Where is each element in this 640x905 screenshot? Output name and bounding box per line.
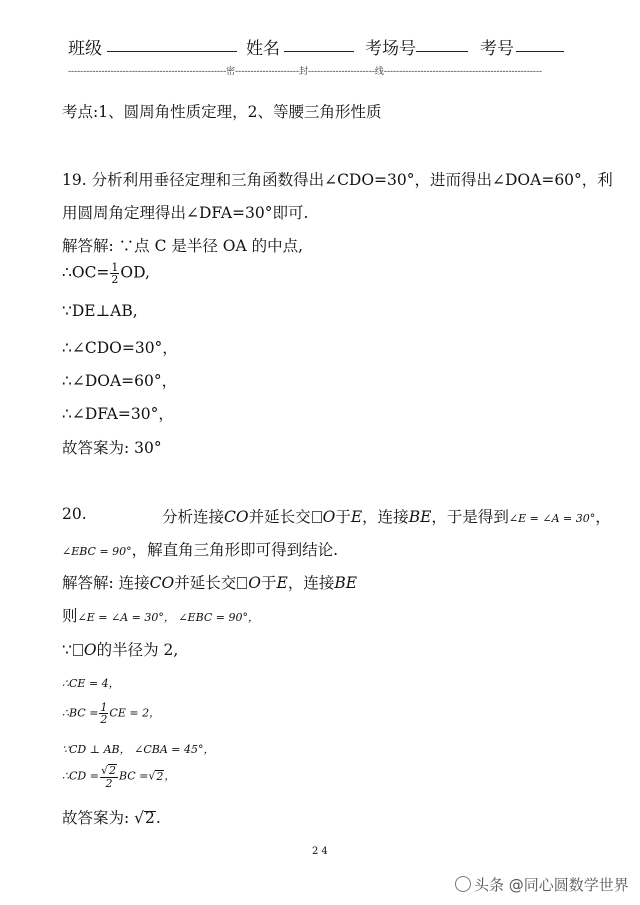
- q20-angles: ∠E = ∠A = 30°， ∠EBC = 90°，: [77, 611, 259, 624]
- q20-ebc: ∠EBC = 90°: [62, 545, 132, 558]
- q19-half-den: 2: [111, 273, 119, 286]
- q20-answer-d: ，连接: [287, 574, 335, 592]
- q20-final-b: .: [155, 809, 161, 827]
- q20-angle-eq: ∠E = ∠A = 30°: [508, 512, 596, 525]
- q19-analysis-line1: 19. 分析利用垂径定理和三角函数得出∠CDO=30°，进而得出∠DOA=60°，利: [62, 171, 613, 189]
- key-points: 考点:1、圆周角性质定理，2、等腰三角形性质: [62, 103, 382, 121]
- q19-step3: ∴∠CDO=30°，: [62, 339, 178, 357]
- q20-answer-a: 解答解: 连接: [62, 574, 150, 592]
- q20-analysis-line2: [62, 538, 338, 560]
- room-underline: [416, 51, 468, 52]
- q20-final-root: 2: [145, 809, 155, 827]
- q20-text-d: ，连接: [362, 508, 409, 526]
- q19-step2: ∵DE⊥AB,: [62, 302, 138, 320]
- q19-half-fraction: [110, 262, 119, 285]
- q20-e: E: [350, 508, 363, 526]
- q20-cd-num-root: 2: [108, 764, 116, 777]
- q19-step4: ∴∠DOA=60°，: [62, 372, 178, 390]
- q20-text-e: ，于是得到: [431, 508, 509, 526]
- q19-analysis-line2: 用圆周角定理得出∠DFA=30°即可.: [62, 204, 309, 222]
- q20-o: O: [322, 508, 336, 526]
- q20-ce: ∴CE = 4，: [62, 677, 120, 690]
- circle-symbol-icon: [312, 511, 322, 523]
- q20-radius-o: O: [83, 641, 97, 659]
- room-label: 考场号: [365, 39, 416, 59]
- q19-final: 故答案为: 30°: [62, 439, 162, 457]
- q20-comma: ，: [595, 508, 611, 526]
- name-label: 姓名: [246, 39, 280, 59]
- q20-bc-num: 1: [100, 701, 108, 714]
- q20-radius-text: 的半径为 2,: [96, 641, 179, 659]
- q20-then: 则: [62, 607, 78, 625]
- q20-final-a: 故答案为:: [62, 809, 135, 827]
- q20-text-f: ，解直角三角形即可得到结论.: [131, 541, 339, 559]
- page-number: 24: [312, 846, 331, 857]
- q19-step5: ∴∠DFA=30°，: [62, 405, 174, 423]
- q20-cd-mid: BC =: [118, 769, 149, 783]
- q20-radius-line: [62, 638, 178, 660]
- q19-oc-suffix: OD,: [120, 263, 150, 282]
- q19-answer-intro: 解答解: ∵点 C 是半径 OA 的中点,: [62, 237, 304, 255]
- q20-bc-prefix: ∴BC =: [62, 706, 99, 720]
- q20-answer-co: CO: [149, 574, 175, 592]
- watermark-text: 头条 @同心圆数学世界: [474, 876, 629, 894]
- q20-number: 20.: [62, 505, 87, 523]
- q20-answer-b: 并延长交: [174, 574, 237, 592]
- q19-half-num: 1: [111, 261, 119, 274]
- number-label: 考号: [480, 39, 514, 59]
- q20-cd-num: √2: [100, 764, 116, 777]
- q20-bc-step: [62, 702, 160, 725]
- q20-co: CO: [224, 508, 249, 526]
- q20-cd-fraction: [100, 764, 118, 789]
- q20-cd-step: ∴CD = $\frac{√2}{2}$ BC =√2，: [62, 764, 176, 790]
- q20-cd-prefix: ∴CD =: [62, 769, 99, 783]
- q20-bc-fraction: [99, 702, 108, 725]
- class-underline: [107, 51, 237, 52]
- q20-answer-e: E: [276, 574, 288, 592]
- name-underline: [284, 51, 354, 52]
- q20-analysis-line1: [162, 505, 611, 527]
- circle-symbol-icon: [73, 644, 83, 656]
- number-underline: [516, 51, 564, 52]
- q20-answer-c: 于: [260, 574, 277, 592]
- class-label: 班级: [68, 39, 102, 59]
- circle-symbol-icon: [237, 577, 247, 589]
- watermark: [455, 874, 629, 895]
- seal-line: ----------------------------------------------------密---------------------封----------------------线----------------------------------------------------: [68, 67, 543, 77]
- q20-answer-o: O: [248, 574, 261, 592]
- q20-text-c: 于: [335, 508, 351, 526]
- q20-text-a: 分析连接: [162, 508, 225, 526]
- watermark-logo-icon: [455, 876, 471, 892]
- q20-answer-intro: [62, 571, 357, 593]
- q20-text-b: 并延长交: [248, 508, 311, 526]
- q20-cd-end: ，: [164, 769, 176, 783]
- q20-final: 故答案为: √2.: [62, 809, 161, 827]
- q20-because: ∵: [62, 641, 72, 659]
- q20-be: BE: [408, 508, 432, 526]
- q19-oc-prefix: ∴OC=: [62, 263, 110, 282]
- q20-then-line: [62, 604, 259, 626]
- q20-cd-root: 2: [156, 769, 164, 783]
- q20-answer-be: BE: [334, 574, 358, 592]
- q20-bc-suffix: CE = 2，: [109, 706, 161, 720]
- q20-cd-den: 2: [105, 777, 113, 790]
- q20-bc-den: 2: [100, 713, 108, 726]
- q20-cd-perp: ∵CD ⊥ AB， ∠CBA = 45°，: [62, 743, 215, 756]
- q19-oc-step: [62, 262, 150, 285]
